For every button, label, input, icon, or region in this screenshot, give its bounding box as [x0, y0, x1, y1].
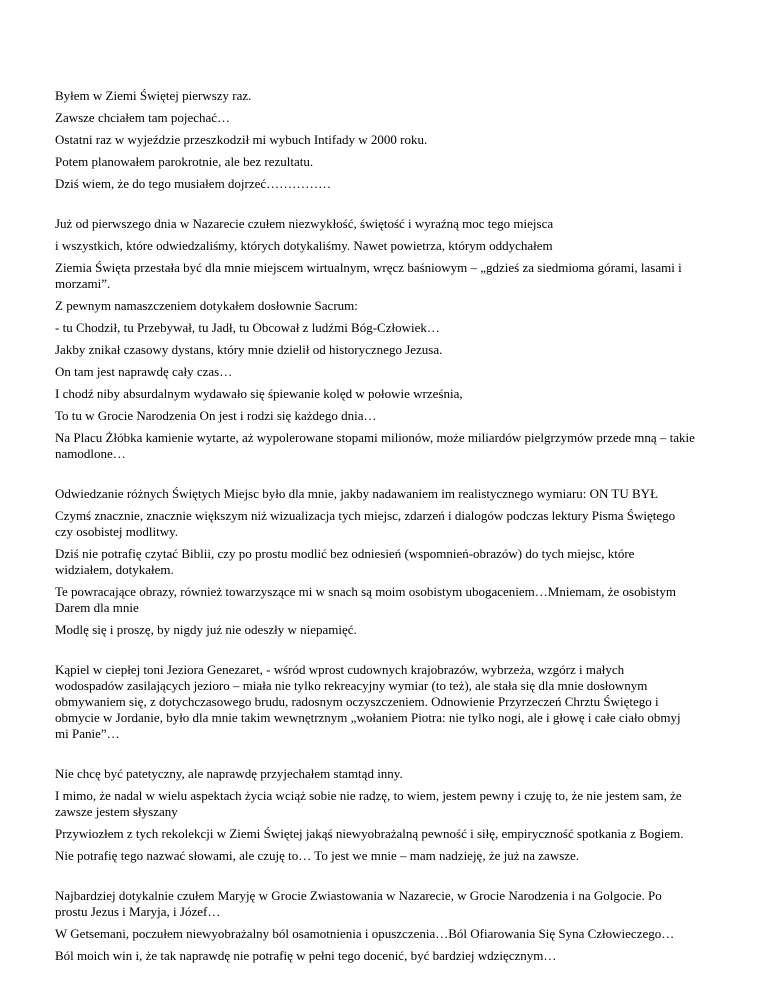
text-section [55, 486, 695, 638]
paragraph: Na Placu Żłóbka kamienie wytarte, aż wypolerowane stopami milionów, może miliardów pielgrzymów przede mną – takie namodlone… [55, 430, 695, 461]
paragraph: Kąpiel w ciepłej toni Jeziora Genezaret, - wśród wprost cudownych krajobrazów, wybrzeża, wzgórz i małych wodospadów zasilających jezioro – miała nie tylko rekreacyjny wymiar (to też), ale stała się dla mnie dosłownym obmywaniem się, z dotychczasowego brudu, radosnym oczyszczeniem. Odnowienie Przyrzeczeń Chrztu Świętego i obmycie w Jordanie, było dla mnie takim wewnętrznym „wołaniem Piotra: nie tylko nogi, ale i głowę i całe ciało obmyj mi Panie”… [55, 662, 681, 741]
text-section [55, 216, 695, 462]
paragraph: Ziemia Święta przestała być dla mnie miejscem wirtualnym, wręcz baśniowym – „gdzieś za siedmioma górami, lasami i morzami”. [55, 260, 682, 291]
paragraph: I chodź niby absurdalnym wydawało się śpiewanie kolęd w połowie września, [55, 386, 463, 401]
paragraph: Zawsze chciałem tam pojechać… [55, 110, 231, 125]
text-section [55, 662, 695, 742]
paragraph: - tu Chodził, tu Przebywał, tu Jadł, tu Obcował z ludźmi Bóg-Człowiek… [55, 320, 440, 335]
paragraph: Te powracające obrazy, również towarzyszące mi w snach są moim osobistym ubogaceniem…Mniemam, że osobistym Darem dla mnie [55, 584, 676, 615]
paragraph: Dziś wiem, że do tego musiałem dojrzeć…………… [55, 176, 332, 191]
paragraph: On tam jest naprawdę cały czas… [55, 364, 233, 379]
document-page [55, 88, 695, 970]
paragraph: Byłem w Ziemi Świętej pierwszy raz. [55, 88, 252, 103]
text-section [55, 766, 695, 864]
text-section [55, 888, 695, 964]
paragraph: Przywiozłem z tych rekolekcji w Ziemi Świętej jakąś niewyobrażalną pewność i siłę, empiryczność spotkania z Bogiem. [55, 826, 684, 841]
paragraph: Już od pierwszego dnia w Nazarecie czułem niezwykłość, świętość i wyraźną moc tego miejsca [55, 216, 554, 231]
paragraph: Odwiedzanie różnych Świętych Miejsc było dla mnie, jakby nadawaniem im realistycznego wymiaru: ON TU BYŁ [55, 486, 659, 501]
paragraph: Modlę się i proszę, by nigdy już nie odeszły w niepamięć. [55, 622, 357, 637]
paragraph: Z pewnym namaszczeniem dotykałem dosłownie Sacrum: [55, 298, 358, 313]
paragraph: Czymś znacznie, znacznie większym niż wizualizacja tych miejsc, zdarzeń i dialogów podczas lektury Pisma Świętego czy osobistej modlitwy. [55, 508, 676, 539]
paragraph: Ból moich win i, że tak naprawdę nie potrafię w pełni tego docenić, być bardziej wdzięcznym… [55, 948, 557, 963]
paragraph: Najbardziej dotykalnie czułem Maryję w Grocie Zwiastowania w Nazarecie, w Grocie Narodzenia i na Golgocie. Po prostu Jezus i Maryja, i Józef… [55, 888, 662, 919]
paragraph: Dziś nie potrafię czytać Biblii, czy po prostu modlić bez odniesień (wspomnień-obrazów) do tych miejsc, które widziałem, dotykałem. [55, 546, 635, 577]
paragraph: To tu w Grocie Narodzenia On jest i rodzi się każdego dnia… [55, 408, 377, 423]
paragraph: Nie chcę być patetyczny, ale naprawdę przyjechałem stamtąd inny. [55, 766, 403, 781]
paragraph: I mimo, że nadal w wielu aspektach życia wciąż sobie nie radzę, to wiem, jestem pewny i czuję to, że nie jestem sam, że zawsze jestem słyszany [55, 788, 682, 819]
text-section [55, 88, 695, 192]
paragraph: i wszystkich, które odwiedzaliśmy, których dotykaliśmy. Nawet powietrza, którym oddychałem [55, 238, 553, 253]
paragraph: Ostatni raz w wyjeździe przeszkodził mi wybuch Intifady w 2000 roku. [55, 132, 428, 147]
paragraph: Nie potrafię tego nazwać słowami, ale czuję to… To jest we mnie – mam nadzieję, że już na zawsze. [55, 848, 580, 863]
paragraph: W Getsemani, poczułem niewyobrażalny ból osamotnienia i opuszczenia…Ból Ofiarowania Się Syna Człowieczego… [55, 926, 675, 941]
paragraph: Potem planowałem parokrotnie, ale bez rezultatu. [55, 154, 314, 169]
paragraph: Jakby znikał czasowy dystans, który mnie dzielił od historycznego Jezusa. [55, 342, 443, 357]
